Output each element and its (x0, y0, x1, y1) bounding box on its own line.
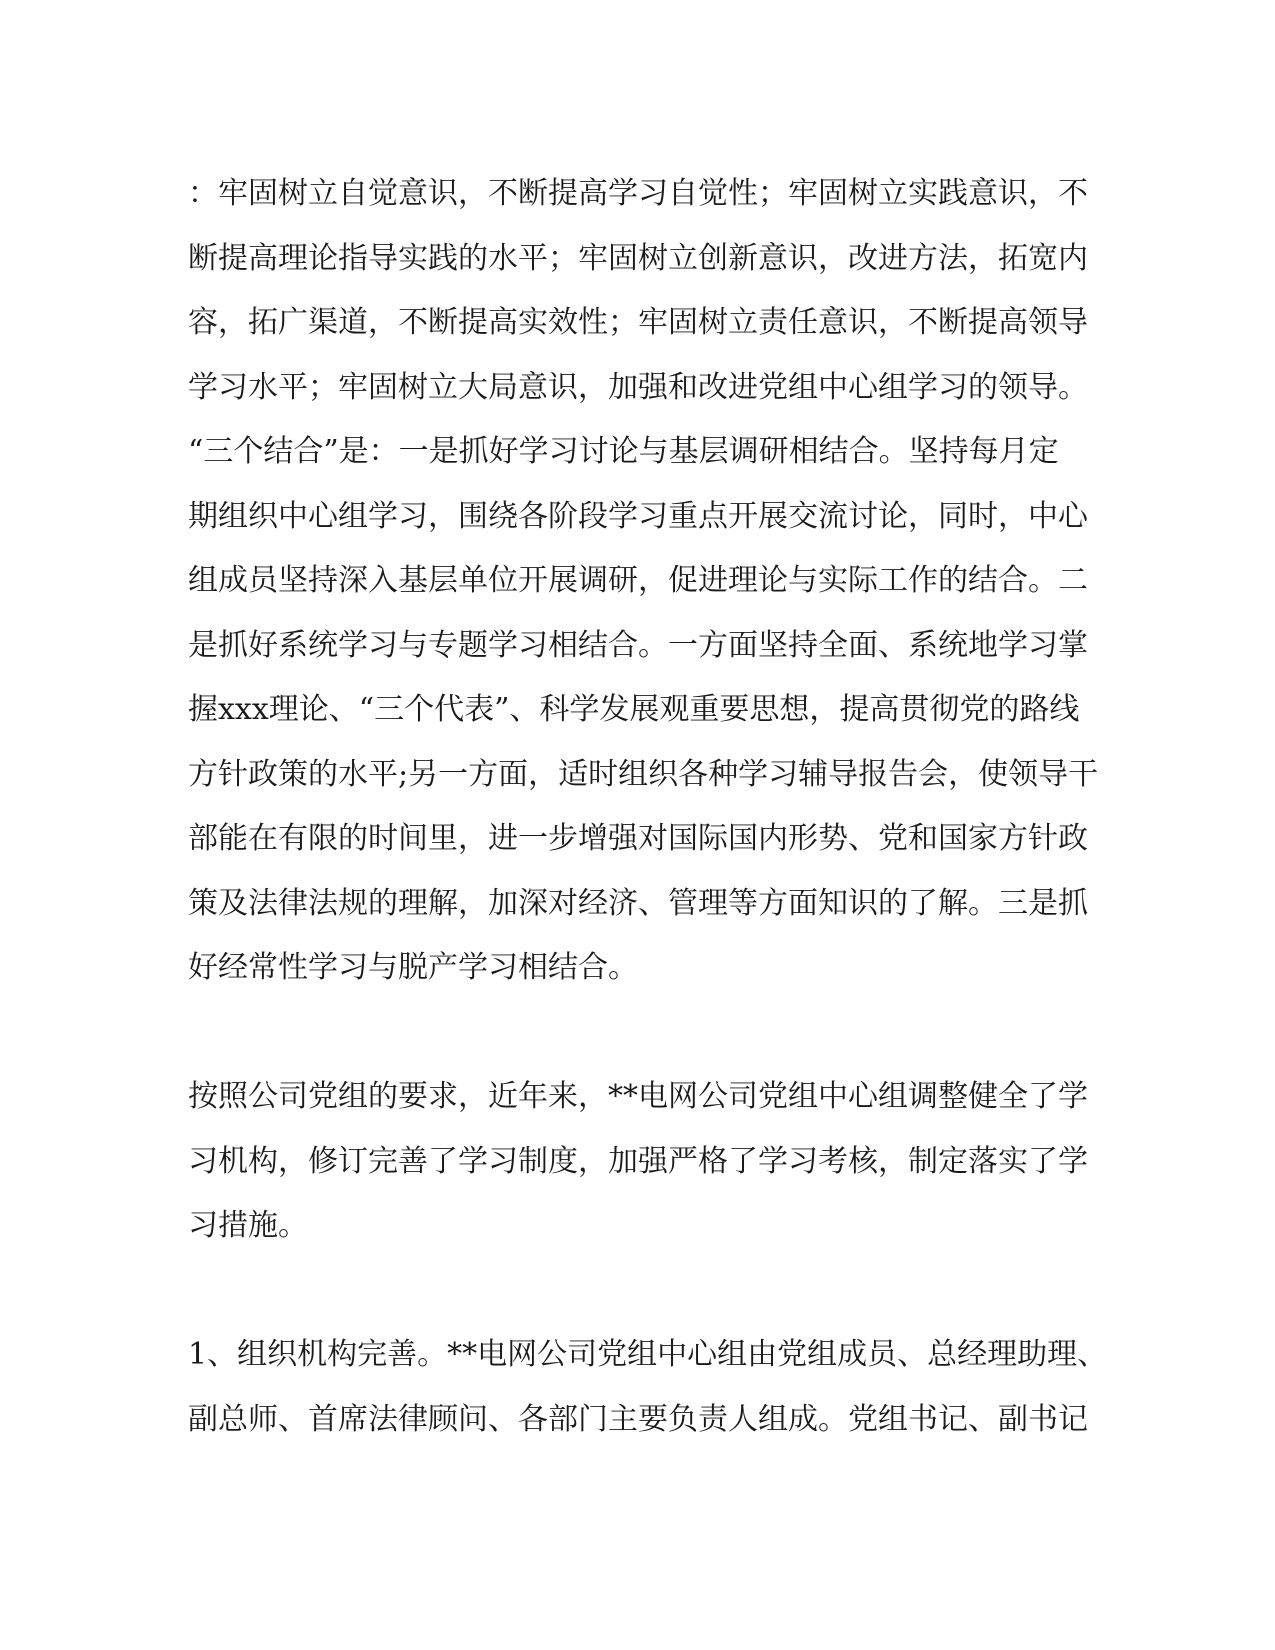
paragraph-1 (188, 162, 1099, 1001)
text-line: 学习水平；牢固树立大局意识，加强和改进党组中心组学习的领导。 (188, 369, 1088, 405)
text-line: 部能在有限的时间里，进一步增强对国际国内形势、党和国家方针政 (188, 821, 1088, 856)
text-line: 断提高理论指导实践的水平；牢固树立创新意识，改进方法，拓宽内 (188, 240, 1088, 276)
document-body (188, 162, 1108, 1452)
text-line: 好经常性学习与脱产学习相结合。 (188, 950, 638, 985)
text-line: ：牢固树立自觉意识，不断提高学习自觉性；牢固树立实践意识，不 (188, 176, 1088, 211)
paragraph-2 (188, 1065, 1088, 1259)
text-line: 期组织中心组学习，围绕各阶段学习重点开展交流讨论，同时，中心 (188, 498, 1088, 534)
paragraph-3 (188, 1323, 1108, 1452)
text-line: 方针政策的水平;另一方面，适时组织各种学习辅导报告会，使领导干 (188, 756, 1099, 792)
text-line: 习机构，修订完善了学习制度，加强严格了学习考核，制定落实了学 (188, 1143, 1088, 1179)
paragraph-spacer (188, 1259, 1078, 1324)
text-line: 容，拓广渠道，不断提高实效性；牢固树立责任意识，不断提高领导 (188, 305, 1088, 340)
text-line: 握xxx理论、“三个代表”、科学发展观重要思想，提高贯彻党的路线 (188, 692, 1080, 727)
text-line: “三个结合”是：一是抓好学习讨论与基层调研相结合。坚持每月定 (188, 434, 1059, 469)
text-line: 策及法律法规的理解，加深对经济、管理等方面知识的了解。三是抓 (188, 885, 1088, 921)
text-line: 组成员坚持深入基层单位开展调研，促进理论与实际工作的结合。二 (188, 563, 1088, 598)
text-line: 是抓好系统学习与专题学习相结合。一方面坚持全面、系统地学习掌 (188, 627, 1088, 663)
text-line: 习措施。 (188, 1208, 308, 1243)
text-line: 按照公司党组的要求，近年来，**电网公司党组中心组调整健全了学 (188, 1079, 1088, 1114)
text-line: 副总师、首席法律顾问、各部门主要负责人组成。党组书记、副书记 (188, 1401, 1088, 1437)
text-line: 1、组织机构完善。**电网公司党组中心组由党组成员、总经理助理、 (188, 1337, 1108, 1372)
paragraph-spacer (188, 1001, 1078, 1066)
